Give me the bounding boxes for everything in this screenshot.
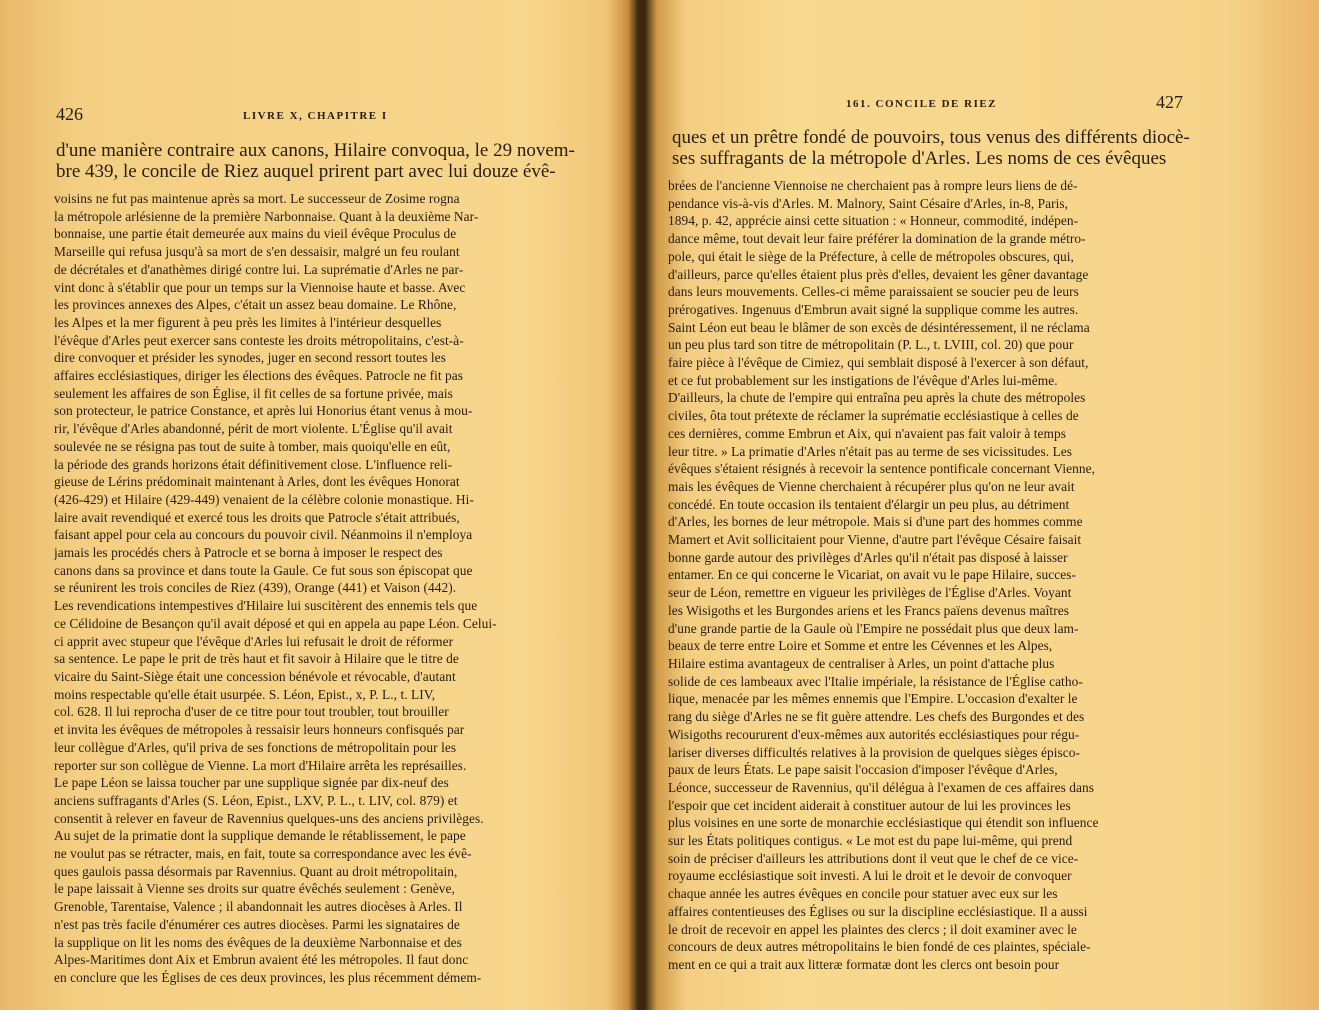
- footnote-line: leur titre. » La primatie d'Arles n'était pas au terme de ses vicissitudes. Les: [668, 443, 1073, 459]
- footnote-line: d'ailleurs, parce qu'elles étaient plus près d'elles, devaient les gêner davantage: [668, 266, 1089, 282]
- footnote-line: rang du siège d'Arles ne se fit guère attendre. Les chefs des Burgondes et des: [668, 709, 1085, 725]
- footnote-line: ci apprit avec stupeur que l'évêque d'Arles lui refusait le droit de réformer: [54, 633, 454, 649]
- footnote-line: lique, menacée par les mêmes ennemis que l'Empire. L'occasion d'exalter le: [668, 691, 1078, 707]
- footnote-line: reporter sur son collègue de Vienne. La mort d'Hilaire arrêta les représailles.: [54, 757, 467, 773]
- footnote-line: seulement les affaires de son Église, il fit celles de sa fortune privée, mais: [54, 385, 453, 401]
- running-head: 161. CONCILE DE RIEZ: [846, 98, 998, 110]
- main-text: [672, 127, 1190, 169]
- right-page: [648, 0, 1319, 1010]
- footnote-line: plus voisines en une sorte de monarchie ecclésiastique qui étendit son influence: [668, 815, 1099, 831]
- footnote-line: Grenoble, Tarentaise, Valence ; il abandonnait les autres diocèses à Arles. Il: [54, 899, 463, 915]
- footnote-line: pole, qui était le siège de la Préfecture, à celle de métropoles obscures, qui,: [668, 248, 1074, 264]
- footnote-line: un peu plus tard son titre de métropolitain (P. L., t. LVIII, col. 20) que pour: [668, 337, 1074, 353]
- footnote-line: d'une grande partie de la Gaule où l'Empire ne possédait plus que deux lam-: [668, 620, 1079, 636]
- footnote-line: soin de préciser d'ailleurs les attributions dont il veut que le chef de ce vice-: [668, 850, 1079, 866]
- footnote-line: gieuse de Lérins prédominait maintenant à Arles, dont les évêques Honorat: [54, 474, 460, 490]
- footnote-line: faisant appel pour cela au concours du pouvoir civil. Néanmoins il n'employa: [54, 527, 473, 543]
- page-number: 427: [1156, 92, 1183, 112]
- text-line: ses suffragants de la métropole d'Arles. Les noms de ces évêques: [672, 148, 1167, 169]
- footnote-line: sur les États politiques contigus. « Le mot est du pape lui-même, qui prend: [668, 833, 1073, 849]
- footnote-line: la métropole arlésienne de la première Narbonnaise. Quant à la deuxième Nar-: [54, 208, 479, 224]
- footnote-line: dans leurs mouvements. Celles-ci même paraissaient se soucier peu de leurs: [668, 284, 1079, 300]
- footnote-line: D'ailleurs, la chute de l'empire qui entraîna peu après la chute des métropoles: [668, 390, 1086, 406]
- footnote-line: vint donc à s'établir que pour un temps sur la Viennoise haute et basse. Avec: [54, 279, 466, 295]
- footnote-line: lariser diverses difficultés relatives à la provision de quelques sièges épisco-: [668, 744, 1081, 760]
- footnote-line: le droit de recevoir en appel les plaintes des clercs ; il doit examiner avec le: [668, 921, 1077, 937]
- footnote-line: seur de Léon, remettre en vigueur les privilèges de l'Église d'Arles. Voyant: [668, 585, 1072, 601]
- footnote-line: concédé. En toute occasion ils tentaient d'élargir un peu plus, au détriment: [668, 496, 1070, 512]
- footnote-line: Marseille qui refusa jusqu'à sa mort de s'en dessaisir, malgré un feu roulant: [54, 244, 460, 260]
- footnote-line: d'Arles, les bornes de leur métropole. Mais si d'une part des hommes comme: [668, 514, 1083, 530]
- footnote-line: de décrétales et d'anathèmes dirigé contre lui. La suprématie d'Arles ne par-: [54, 261, 464, 277]
- footnote-line: évêques s'étaient résignés à recevoir la sentence pontificale concernant Vienne,: [668, 461, 1095, 477]
- text-line: ques et un prêtre fondé de pouvoirs, tous venus des différents diocè-: [672, 127, 1190, 148]
- footnote-line: la période des grands horizons était définitivement close. L'influence reli-: [54, 456, 453, 472]
- footnote-line: solide de ces lambeaux avec l'Italie impériale, la résistance de l'Église catho-: [668, 673, 1083, 689]
- footnote-line: Léonce, successeur de Ravennius, qu'il délégua à l'examen de ces affaires dans: [668, 779, 1095, 795]
- left-page: [0, 0, 628, 1010]
- footnote-line: dance même, tout devait leur faire préférer la domination de la grande métro-: [668, 231, 1086, 247]
- footnote-line: Les revendications intempestives d'Hilaire lui suscitèrent des ennemis tels que: [54, 598, 478, 614]
- footnote-line: pendance vis-à-vis d'Arles. M. Malnory, Saint Césaire d'Arles, in-8, Paris,: [668, 195, 1069, 211]
- footnote-line: prérogatives. Ingenuus d'Embrun avait signé la supplique comme les autres.: [668, 301, 1079, 317]
- footnote-line: rir, l'évêque d'Arles abandonné, périt de mort violente. L'Église qu'il avait: [54, 421, 453, 437]
- footnote-line: consentit à relever en faveur de Ravennius quelques-uns des anciens privilèges.: [54, 810, 484, 826]
- text-line: d'une manière contraire aux canons, Hilaire convoqua, le 29 novem-: [56, 140, 575, 161]
- footnote-line: les provinces annexes des Alpes, c'était un assez beau domaine. Le Rhône,: [54, 297, 457, 313]
- footnote-line: Au sujet de la primatie dont la supplique demande le rétablissement, le pape: [54, 828, 466, 844]
- footnote-line: se réunirent les trois conciles de Riez (439), Orange (441) et Vaison (442).: [54, 580, 457, 596]
- footnote-line: canons dans sa province et dans toute la Gaule. Ce fut sous son épiscopat que: [54, 562, 473, 578]
- footnote-line: et ce fut probablement sur les instigations de l'évêque d'Arles lui-même.: [668, 372, 1058, 388]
- footnote-line: bonnaise, une partie était demeurée aux mains du vieil évêque Proculus de: [54, 226, 457, 242]
- footnote-line: les Alpes et la mer figurent à peu près les limites à l'intérieur desquelles: [54, 314, 442, 330]
- footnote-line: Le pape Léon se laissa toucher par une supplique signée par dix-neuf des: [54, 775, 449, 791]
- footnote-line: mais les évêques de Vienne cherchaient à récupérer plus qu'on ne leur avait: [668, 478, 1075, 494]
- footnote-line: ces dernières, comme Embrun et Aix, qui n'avaient pas fait valoir à temps: [668, 425, 1066, 441]
- footnote-line: l'évêque d'Arles peut exercer sans conteste les droits métropolitains, c'est-à-: [54, 332, 464, 348]
- footnote-line: affaires ecclésiastiques, diriger les élections des évêques. Patrocle ne fit pas: [54, 368, 464, 384]
- footnote-line: beaux de terre entre Loire et Somme et entre les Cévennes et les Alpes,: [668, 638, 1053, 654]
- footnote-line: laire avait revendiqué et exercé tous les droits que Patrocle s'était attribués,: [54, 509, 460, 525]
- footnote-line: concours de deux autres métropolitains le bien fondé de ces plaintes, spéciale-: [668, 939, 1091, 955]
- footnote-line: moins respectable qu'elle était usurpée. S. Léon, Epist., x, P. L., t. LIV,: [54, 686, 436, 702]
- footnote-line: bonne garde autour des privilèges d'Arles qu'il n'était pas disposé à laisser: [668, 549, 1068, 565]
- footnote-line: ment en ce qui a trait aux litteræ formatæ dont les clercs ont besoin pour: [668, 956, 1060, 972]
- footnote-line: et invita les évêques de métropoles à ressaisir leurs honneurs confisqués par: [54, 722, 465, 738]
- footnote: [668, 177, 1184, 974]
- footnote-line: royaume ecclésiastique soit investi. A lui le droit et le devoir de convoquer: [668, 868, 1072, 884]
- text-line: bre 439, le concile de Riez auquel prirent part avec lui douze évê-: [56, 161, 556, 182]
- footnote-line: faire pièce à l'évêque de Cimiez, qui semblait disposé à l'exercer à son défaut,: [668, 355, 1089, 371]
- footnote-line: les Wisigoths et les Burgondes ariens et les Francs païens devenus maîtres: [668, 602, 1069, 618]
- footnote-line: dire convoquer et présider les synodes, juger en second ressort toutes les: [54, 350, 446, 366]
- footnote-line: entamer. En ce qui concerne le Vicariat, on avait vu le pape Hilaire, succes-: [668, 567, 1077, 583]
- footnote-line: ce Célidoine de Besançon qu'il avait déposé et qui en appela au pape Léon. Celui-: [54, 615, 497, 631]
- footnote-line: sa sentence. Le pape le prit de très haut et fit savoir à Hilaire que le titre de: [54, 651, 459, 667]
- footnote-line: Wisigoths recoururent d'eux-mêmes aux autorités ecclésiastiques pour régu-: [668, 726, 1080, 742]
- page-number: 426: [56, 104, 83, 124]
- footnote-line: Mamert et Avit sollicitaient pour Vienne, d'autre part l'évêque Césaire faisait: [668, 532, 1082, 548]
- footnote-line: 1894, p. 42, apprécie ainsi cette situation : « Honneur, commodité, indépen-: [668, 213, 1079, 229]
- footnote-line: affaires contentieuses des Églises ou sur la discipline ecclésiastique. Il a aussi: [668, 903, 1088, 919]
- footnote-line: le pape laissait à Vienne ses droits sur quatre évêchés seulement : Genève,: [54, 881, 455, 897]
- footnote-line: voisins ne fut pas maintenue après sa mort. Le successeur de Zosime rogna: [54, 191, 460, 206]
- footnote-line: l'espoir que cet incident aiderait à constituer autour de lui les provinces les: [668, 797, 1071, 813]
- footnote-line: brées de l'ancienne Viennoise ne cherchaient pas à rompre leurs liens de dé-: [668, 178, 1078, 193]
- footnote-line: en conclure que les Églises de ces deux provinces, les plus récemment démem-: [54, 969, 482, 985]
- footnote-line: Alpes-Maritimes dont Aix et Embrun avaient été les métropoles. Il faut donc: [54, 952, 469, 968]
- footnote-line: son protecteur, le patrice Constance, et après lui Honorius étant venus à mou-: [54, 403, 473, 419]
- footnote-line: anciens suffragants d'Arles (S. Léon, Epist., LXV, P. L., t. LIV, col. 879) et: [54, 792, 458, 808]
- footnote-line: ne voulut pas se rétracter, mais, en fait, toute sa correspondance avec les évê-: [54, 846, 472, 862]
- footnote-line: paux de leurs États. Le pape saisit l'occasion d'imposer l'évêque d'Arles,: [668, 762, 1058, 778]
- footnote-line: la supplique on lit les noms des évêques de la deuxième Narbonnaise et des: [54, 934, 462, 950]
- footnote-line: civiles, ôta tout prétexte de réclamer la suprématie ecclésiastique à celles de: [668, 408, 1079, 424]
- footnote-line: col. 628. Il lui reprocha d'user de ce titre pour tout troubler, tout brouiller: [54, 704, 449, 720]
- footnote-line: jamais les procédés chers à Patrocle et se borna à imposer le respect des: [54, 545, 443, 561]
- running-head: LIVRE X, CHAPITRE I: [243, 110, 388, 122]
- footnote-line: ques gaulois passa désormais par Ravennius. Quant au droit métropolitain,: [54, 863, 458, 879]
- footnote: [54, 190, 569, 987]
- main-text: [56, 140, 575, 182]
- footnote-line: leur collègue d'Arles, qu'il priva de ses fonctions de métropolitain pour les: [54, 739, 457, 755]
- footnote-line: n'est pas très facile d'énumérer ces autres diocèses. Parmi les signataires de: [54, 916, 460, 932]
- footnote-line: soulevée ne se résigna pas tout de suite à tomber, mais quoiqu'elle en eût,: [54, 438, 451, 454]
- footnote-line: Hilaire estima avantageux de centraliser à Arles, un point d'attache plus: [668, 655, 1055, 671]
- footnote-line: Saint Léon eut beau le blâmer de son excès de désintéressement, il ne réclama: [668, 319, 1090, 335]
- footnote-line: (426-429) et Hilaire (429-449) venaient de la célèbre colonie monastique. Hi-: [54, 491, 474, 507]
- footnote-line: vicaire du Saint-Siège était une concession bénévole et révocable, d'autant: [54, 668, 456, 684]
- footnote-line: chaque année les autres évêques en concile pour statuer avec eux sur les: [668, 886, 1058, 902]
